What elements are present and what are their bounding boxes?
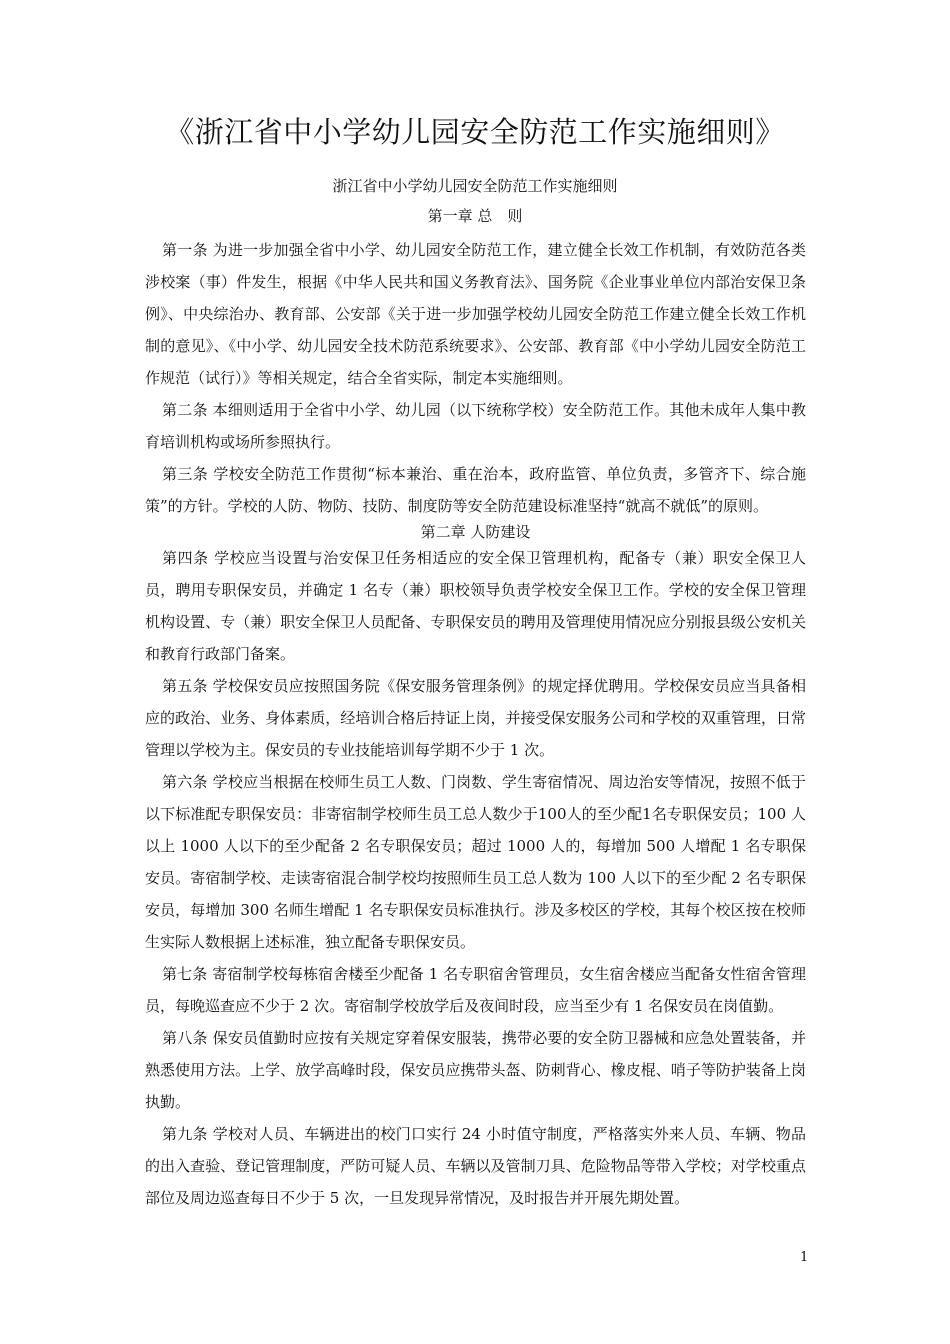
article-4: 第四条 学校应当设置与治安保卫任务相适应的安全保卫管理机构，配备专（兼）职安全保卫人员，聘用专职保安员，并确定 1 名专（兼）职校领导负责学校安全保卫工作。学校的安全保卫管理机构设置、专（兼）职安全保卫人员配备、专职保安员的聘用及管理使用情况应分别报县级公安机关和教育行政部门备案。: [145, 549, 806, 663]
document-title: 《浙江省中小学幼儿园安全防范工作实施细则》: [165, 115, 785, 149]
article-7: 第七条 寄宿制学校每栋宿舍楼至少配备 1 名专职宿舍管理员，女生宿舍楼应当配备女性宿舍管理员，每晚巡查应不少于 2 次。寄宿制学校放学后及夜间时段，应当至少有 1 名保安员在岗值勤。: [145, 965, 806, 1015]
article-3: 第三条 学校安全防范工作贯彻“标本兼治、重在治本，政府监管、单位负责，多管齐下、综合施策”的方针。学校的人防、物防、技防、制度防等安全防范建设标准坚持“就高不就低”的原则。: [145, 465, 806, 515]
article-5: 第五条 学校保安员应按照国务院《保安服务管理条例》的规定择优聘用。学校保安员应当具备相应的政治、业务、身体素质，经培训合格后持证上岗，并接受保安服务公司和学校的双重管理，日常管理以学校为主。保安员的专业技能培训每学期不少于 1 次。: [145, 677, 806, 759]
chapter-heading-2: 第二章 人防建设: [420, 523, 531, 541]
article-6: 第六条 学校应当根据在校师生员工人数、门岗数、学生寄宿情况、周边治安等情况，按照不低于以下标准配专职保安员：非寄宿制学校师生员工总人数少于100人的至少配1名专职保安员；100 人以上 1000 人以下的至少配备 2 名专职保安员；超过 1000 人的，每增加 500 人增配 1 名专职保安员。寄宿制学校、走读寄宿混合制学校均按照师生员工总人数为 100 人以下的至少配 2 名专职保安员，每增加 300 名师生增配 1 名专职保安员标准执行。涉及多校区的学校，其每个校区按在校师生实际人数根据上述标准，独立配备专职保安员。: [145, 773, 806, 951]
article-9: 第九条 学校对人员、车辆进出的校门口实行 24 小时值守制度，严格落实外来人员、车辆、物品的出入查验、登记管理制度，严防可疑人员、车辆以及管制刀具、危险物品等带入学校；对学校重点部位及周边巡查每日不少于 5 次，一旦发现异常情况，及时报告并开展先期处置。: [145, 1125, 806, 1207]
page-number: 1: [800, 1250, 809, 1265]
document-subtitle: 浙江省中小学幼儿园安全防范工作实施细则: [332, 177, 618, 195]
article-8: 第八条 保安员值勤时应按有关规定穿着保安服装，携带必要的安全防卫器械和应急处置装备，并熟悉使用方法。上学、放学高峰时段，保安员应携带头盔、防刺背心、橡皮棍、哨子等防护装备上岗执勤。: [145, 1029, 806, 1111]
document-body: [145, 234, 806, 1214]
article-2: 第二条 本细则适用于全省中小学、幼儿园（以下统称学校）安全防范工作。其他未成年人集中教育培训机构或场所参照执行。: [145, 401, 806, 451]
chapter-heading-1: 第一章 总 则: [427, 207, 523, 225]
article-1: 第一条 为进一步加强全省中小学、幼儿园安全防范工作，建立健全长效工作机制，有效防范各类涉校案（事）件发生，根据《中华人民共和国义务教育法》、国务院《企业事业单位内部治安保卫条例》、中央综治办、教育部、公安部《关于进一步加强学校幼儿园安全防范工作建立健全长效工作机制的意见》、《中小学、幼儿园安全技术防范系统要求》、公安部、教育部《中小学幼儿园安全防范工作规范（试行）》等相关规定，结合全省实际，制定本实施细则。: [145, 241, 806, 387]
